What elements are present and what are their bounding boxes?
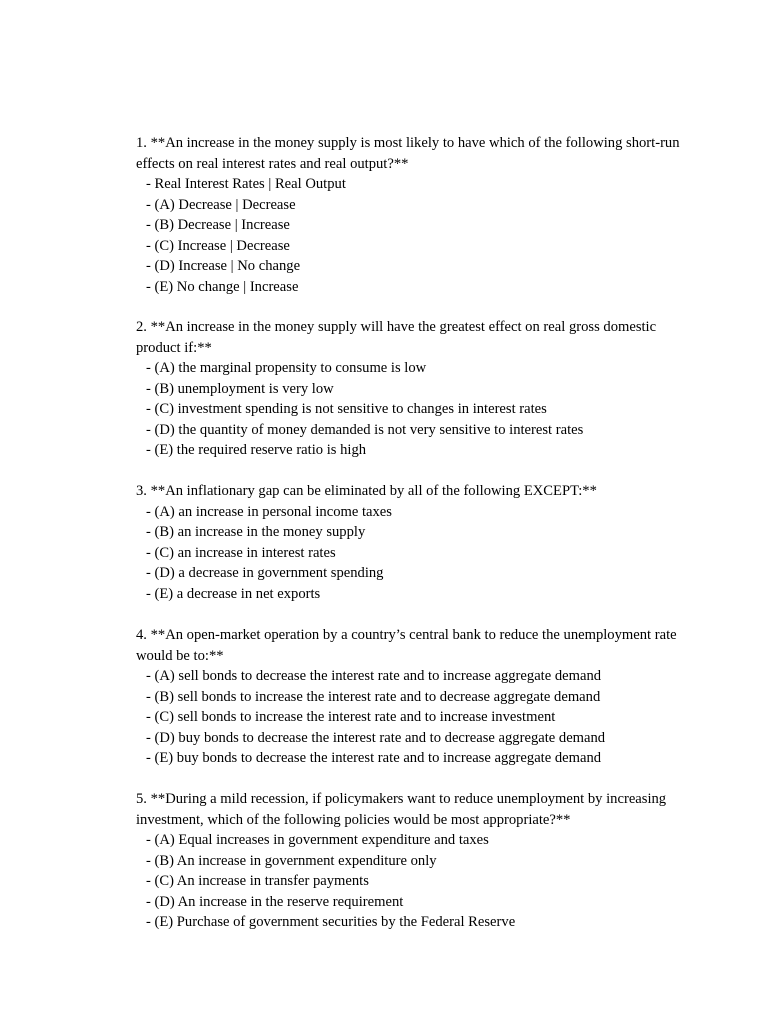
question-1 [136, 133, 684, 297]
question-4-stem: 4. **An open-market operation by a country’s central bank to reduce the unemployment rate would be to:** [136, 627, 677, 664]
question-5-option-b: - (B) An increase in government expenditure only [146, 852, 437, 869]
question-1-stem: 1. **An increase in the money supply is most likely to have which of the following short-run effects on real interest rates and real output?** [136, 135, 680, 172]
question-5-option-a: - (A) Equal increases in government expenditure and taxes [146, 832, 489, 848]
question-3-option-b: - (B) an increase in the money supply [146, 524, 366, 540]
question-2 [136, 317, 684, 461]
question-1-option-a: - (A) Decrease | Decrease [146, 196, 296, 213]
question-4-option-c: - (C) sell bonds to increase the interest rate and to increase investment [146, 709, 556, 725]
question-1-option-c: - (C) Increase | Decrease [146, 237, 290, 254]
question-1-options [136, 174, 684, 297]
question-5 [136, 789, 684, 933]
question-5-option-e: - (E) Purchase of government securities by the Federal Reserve [146, 914, 516, 930]
question-2-option-d: - (D) the quantity of money demanded is not very sensitive to interest rates [146, 421, 584, 438]
question-2-options [136, 358, 684, 461]
question-5-option-c: - (C) An increase in transfer payments [146, 873, 369, 889]
question-1-header-row: - Real Interest Rates | Real Output [146, 176, 346, 192]
question-2-option-b: - (B) unemployment is very low [146, 380, 334, 397]
question-4-option-e: - (E) buy bonds to decrease the interest rate and to increase aggregate demand [146, 750, 602, 766]
question-1-option-b: - (B) Decrease | Increase [146, 217, 290, 233]
question-3-option-e: - (E) a decrease in net exports [146, 585, 321, 602]
question-4-option-d: - (D) buy bonds to decrease the interest rate and to decrease aggregate demand [146, 729, 606, 746]
question-3-options [136, 502, 684, 605]
question-2-option-c: - (C) investment spending is not sensitive to changes in interest rates [146, 401, 547, 417]
question-4-option-a: - (A) sell bonds to decrease the interest rate and to increase aggregate demand [146, 668, 602, 684]
question-2-option-a: - (A) the marginal propensity to consume is low [146, 360, 427, 376]
question-3-option-d: - (D) a decrease in government spending [146, 565, 384, 581]
question-3-option-a: - (A) an increase in personal income taxes [146, 503, 392, 520]
question-2-option-e: - (E) the required reserve ratio is high [146, 442, 367, 458]
question-3-stem: 3. **An inflationary gap can be eliminated by all of the following EXCEPT:** [136, 483, 597, 499]
question-1-option-d: - (D) Increase | No change [146, 258, 301, 274]
question-3-option-c: - (C) an increase in interest rates [146, 544, 336, 561]
question-5-stem: 5. **During a mild recession, if policymakers want to reduce unemployment by increasing investment, which of the following policies would be most appropriate?** [136, 791, 667, 828]
question-5-options [136, 830, 684, 933]
question-4-option-b: - (B) sell bonds to increase the interest rate and to decrease aggregate demand [146, 688, 601, 705]
question-4 [136, 625, 684, 769]
question-4-options [136, 666, 684, 769]
question-5-option-d: - (D) An increase in the reserve requirement [146, 893, 404, 910]
question-3 [136, 481, 684, 604]
question-2-stem: 2. **An increase in the money supply will have the greatest effect on real gross domestic product if:** [136, 319, 657, 356]
question-1-option-e: - (E) No change | Increase [146, 278, 299, 295]
